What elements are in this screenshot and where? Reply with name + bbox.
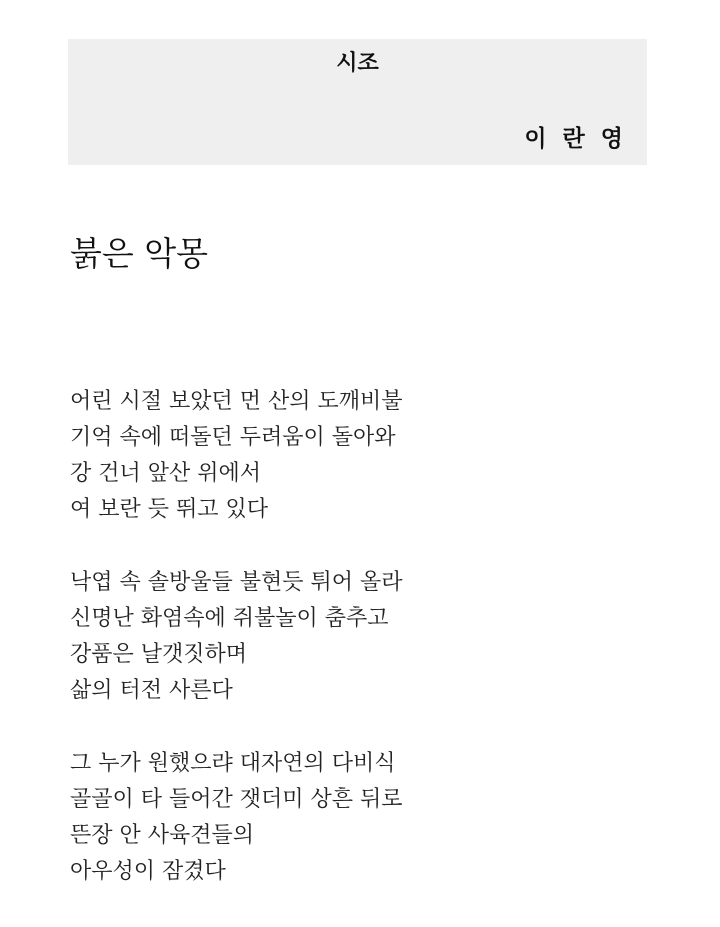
author-name: 이 란 영 bbox=[524, 126, 627, 152]
poem-line: 여 보란 듯 뛰고 있다 bbox=[70, 497, 268, 522]
poem-line: 강 건너 앞산 위에서 bbox=[70, 461, 261, 486]
stanza-2 bbox=[70, 565, 670, 709]
poem-line: 신명난 화염속에 쥐불놀이 춤추고 bbox=[70, 606, 389, 631]
poem-line: 강품은 날갯짓하며 bbox=[70, 642, 248, 667]
poem-line: 그 누가 원했으랴 대자연의 다비식 bbox=[70, 751, 396, 776]
poem-line: 삶의 터전 사른다 bbox=[70, 678, 233, 703]
poem-line: 골골이 타 들어간 잿더미 상흔 뒤로 bbox=[70, 787, 403, 812]
poem-body bbox=[70, 384, 670, 927]
poem-title: 붉은 악몽 bbox=[70, 234, 209, 273]
stanza-1 bbox=[70, 384, 670, 528]
poem-line: 아우성이 잠겼다 bbox=[70, 859, 226, 884]
category-label: 시조 bbox=[336, 51, 379, 76]
poem-line: 기억 속에 떠돌던 두려움이 돌아와 bbox=[70, 425, 396, 450]
header-box bbox=[68, 39, 647, 165]
poem-line: 낙엽 속 솔방울들 불현듯 튀어 올라 bbox=[70, 570, 403, 595]
stanza-3 bbox=[70, 746, 670, 890]
poem-line: 어린 시절 보았던 먼 산의 도깨비불 bbox=[70, 389, 403, 414]
poem-line: 뜬장 안 사육견들의 bbox=[70, 823, 255, 848]
